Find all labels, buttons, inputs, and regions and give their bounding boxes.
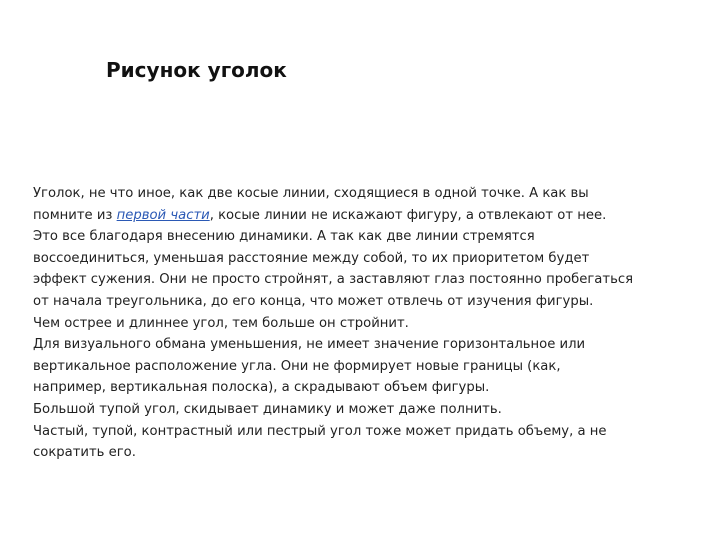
- text-line-with-link: [33, 205, 693, 227]
- text-line: сократить его.: [33, 445, 136, 461]
- text-line: Большой тупой угол, скидывает динамику и может даже полнить.: [33, 401, 502, 417]
- text-line: воссоединиться, уменьшая расстояние между собой, то их приоритетом будет: [33, 250, 590, 266]
- text-line: Для визуального обмана уменьшения, не имеет значение горизонтальное или: [33, 337, 586, 353]
- text-fragment: , косые линии не искажают фигуру, а отвлекают от нее.: [209, 207, 607, 223]
- text-line: Это все благодаря внесению динамики. А так как две линии стремятся: [33, 229, 535, 245]
- text-line: вертикальное расположение угла. Они не формирует новые границы (как,: [33, 358, 561, 374]
- page-title: Рисунок уголок: [106, 58, 287, 82]
- text-line: эффект сужения. Они не просто стройнят, а заставляют глаз постоянно пробегаться: [33, 272, 634, 288]
- text-line: Уголок, не что иное, как две косые линии, сходящиеся в одной точке. А как вы: [33, 186, 589, 201]
- text-line: от начала треугольника, до его конца, что может отвлечь от изучения фигуры.: [33, 293, 594, 309]
- text-line: например, вертикальная полоска), а скрадывают объем фигуры.: [33, 380, 490, 396]
- text-line: Чем острее и длиннее угол, тем больше он стройнит.: [33, 315, 409, 331]
- first-part-link[interactable]: первой части: [116, 207, 210, 223]
- body-paragraph: [33, 183, 693, 464]
- text-fragment: помните из: [33, 207, 117, 223]
- text-line: Частый, тупой, контрастный или пестрый угол тоже может придать объему, а не: [33, 423, 607, 439]
